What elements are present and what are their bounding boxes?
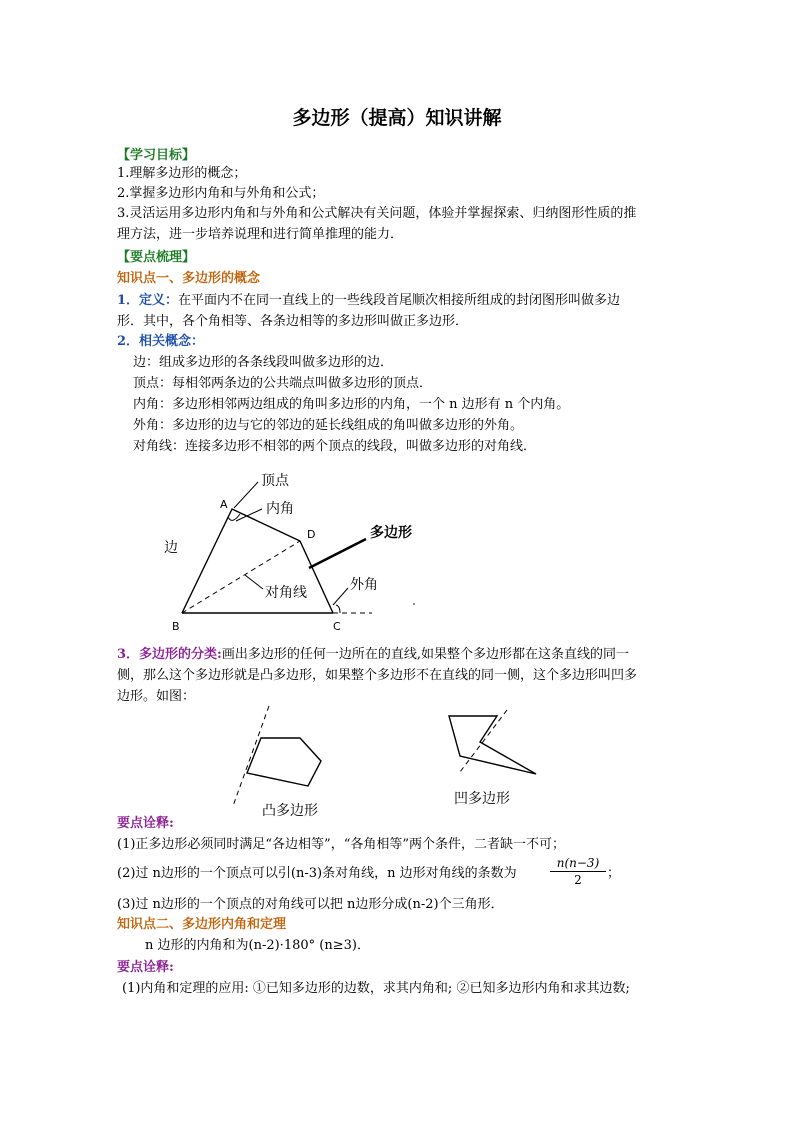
vertex-label: 顶点 <box>261 473 289 489</box>
concept-vertex: 顶点：每相邻两条边的公共端点叫做多边形的顶点． <box>133 376 433 391</box>
vertex-C-label: C <box>333 620 341 633</box>
concave-polygon-figure <box>440 702 550 812</box>
definition-label: 1．定义： <box>117 293 179 308</box>
concave-reference-line <box>460 710 507 772</box>
kp2-notes-heading: 要点诠释: <box>117 960 174 975</box>
side-label: 边 <box>164 540 178 556</box>
vertex-D-label: D <box>307 528 316 541</box>
exterior-angle-label: 外角 <box>350 577 378 593</box>
polygon-concept-figure <box>150 465 440 640</box>
goal-item-1: 1.理解多边形的概念； <box>117 166 247 181</box>
kp2-note-1: (1)内角和定理的应用: ①已知多边形的边数，求其内角和; ②已知多边形内角和求其边数; <box>122 981 630 996</box>
fraction-denominator: 2 <box>574 873 582 887</box>
concept-exterior-angle: 外角：多边形的边与它的邻边的延长线组成的角叫做多边形的外角。 <box>133 418 524 433</box>
goal-item-3: 3.灵活运用多边形内角和与外角和公式解决有关问题，体验并掌握探索、归纳图形性质的推 <box>117 206 637 221</box>
definition-text-1: 在平面内不在同一直线上的一些线段首尾顺次相接所组成的封闭图形叫做多边 <box>178 293 621 308</box>
goals-heading: 【学习目标】 <box>117 148 196 163</box>
kp1-heading: 知识点一、多边形的概念 <box>117 271 261 286</box>
kp1-note-2: (2)过 n边形的一个顶点可以引(n-3)条对角线，n 边形对角线的条数为 <box>117 866 517 881</box>
diagonal-count-fraction <box>550 856 606 887</box>
concept-side: 边：组成多边形的各条线段叫做多边形的边． <box>133 355 394 370</box>
convex-polygon-label: 凸多边形 <box>262 803 318 819</box>
kp2-heading: 知识点二、多边形内角和定理 <box>117 917 287 932</box>
fraction-numerator: n(n−3) <box>550 856 606 872</box>
goal-item-2: 2.掌握多边形内角和与外角和公式； <box>117 186 325 201</box>
definition-line-2: 形．其中，各个角相等、各条边相等的多边形叫做正多边形． <box>117 314 469 329</box>
exterior-angle-arc <box>336 605 340 613</box>
kp1-note-1: (1)正多边形必须同时满足“各边相等”，“各角相等”两个条件，二者缺一不可； <box>117 837 565 852</box>
page-title: 多边形（提高）知识讲解 <box>292 107 502 129</box>
concave-polygon-label: 凹多边形 <box>454 791 510 807</box>
interior-angle-leader-line <box>236 509 262 521</box>
interior-angle-label: 内角 <box>266 501 294 517</box>
polygon-label: 多边形 <box>370 525 412 541</box>
kp1-note-3: (3)过 n边形的一个顶点的对角线可以把 n边形分成(n-2)个三角形． <box>117 897 504 912</box>
concept-interior-angle: 内角：多边形相邻两边组成的角叫多边形的内角，一个 n 边形有 n 个内角。 <box>133 397 570 412</box>
vertex-B-label: B <box>172 620 180 633</box>
kp1-note-2-suffix: ； <box>607 866 621 881</box>
exterior-angle-leader-line <box>333 588 348 605</box>
concave-polygon-shape <box>449 716 536 774</box>
interior-angle-sum-formula: n 边形的内角和为(n-2)·180° (n≥3)． <box>145 938 370 953</box>
related-concepts-label: 2．相关概念： <box>117 334 205 349</box>
classification-line-2: 侧，那么这个多边形就是凸多边形，如果整个多边形不在直线的同一侧，这个多边形叫凹多 <box>117 668 638 683</box>
kp1-notes-heading: 要点诠释: <box>117 816 174 831</box>
diagonal-label: 对角线 <box>265 585 307 601</box>
summary-heading: 【要点梳理】 <box>117 250 196 265</box>
vertex-leader-line <box>234 482 258 508</box>
convex-polygon-figure <box>225 702 345 820</box>
diagonal-leader-line <box>245 575 263 589</box>
classification-line-1 <box>117 647 629 663</box>
classification-label: 3．多边形的分类: <box>117 647 222 662</box>
polygon-leader-line <box>309 539 366 568</box>
classification-text-1: 画出多边形的任何一边所在的直线,如果整个多边形都在这条直线的同一 <box>221 647 629 662</box>
stray-dot <box>413 603 415 605</box>
vertex-A-label: A <box>220 498 228 511</box>
convex-polygon-shape <box>247 738 321 786</box>
goal-item-3-cont: 理方法，进一步培养说理和进行简单推理的能力． <box>117 227 404 242</box>
polygon-outline <box>182 509 333 613</box>
classification-line-3: 边形。如图： <box>117 689 196 704</box>
concept-diagonal: 对角线：连接多边形不相邻的两个顶点的线段，叫做多边形的对角线． <box>133 439 537 454</box>
definition-line-1 <box>117 293 620 309</box>
convex-reference-line <box>233 706 269 806</box>
